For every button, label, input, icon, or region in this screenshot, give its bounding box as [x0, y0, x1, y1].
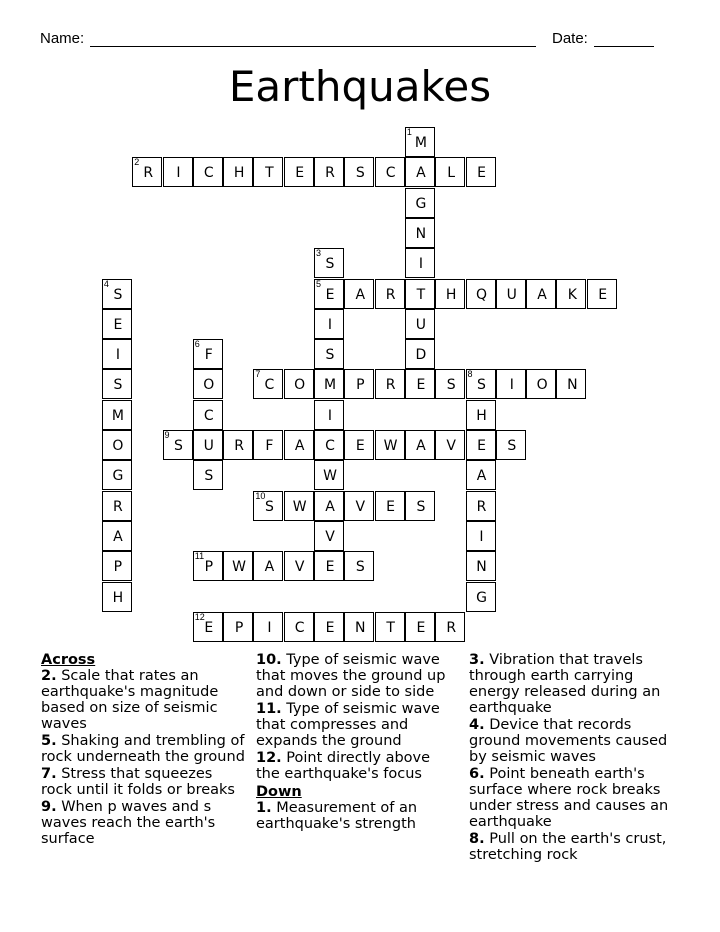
clue-down-6: 6. Point beneath earth's surface where rock breaks under stress and causes an earthquake: [469, 766, 669, 830]
crossword-cell[interactable]: [314, 279, 344, 309]
crossword-cell[interactable]: [344, 551, 374, 581]
clue-across-12: 12. Point directly above the earthquake's focus: [256, 750, 431, 782]
crossword-cell[interactable]: [102, 491, 132, 521]
cell-letter: N: [476, 559, 487, 576]
cell-letter: S: [113, 377, 123, 394]
clue-number: 12: [194, 611, 205, 622]
crossword-cell[interactable]: [253, 491, 283, 521]
cell-letter: K: [567, 286, 577, 303]
cell-letter: A: [325, 498, 335, 515]
crossword-cell[interactable]: [314, 248, 344, 278]
clue-across-10: 10. Type of seismic wave that moves the ground up and down or side to side: [256, 652, 446, 700]
clue-number: 9: [164, 430, 170, 440]
crossword-cell[interactable]: [102, 339, 132, 369]
crossword-cell[interactable]: [344, 491, 374, 521]
crossword-cell[interactable]: [102, 460, 132, 490]
cell-letter: P: [113, 559, 123, 576]
crossword-cell[interactable]: [375, 491, 405, 521]
crossword-cell[interactable]: [587, 279, 617, 309]
crossword-cell[interactable]: [405, 491, 435, 521]
cell-letter: A: [355, 286, 366, 303]
crossword-cell[interactable]: [344, 279, 374, 309]
clue-across-7: 7. Stress that squeezes rock until it folds or breaks: [41, 766, 235, 798]
crossword-cell[interactable]: [496, 430, 526, 460]
crossword-cell[interactable]: [314, 400, 344, 430]
cell-letter: P: [356, 377, 365, 394]
cell-letter: F: [265, 438, 274, 454]
down-heading: Down: [256, 784, 302, 800]
cell-letter: V: [294, 559, 305, 576]
cell-letter: H: [112, 589, 124, 606]
clue-number: 10: [255, 490, 266, 501]
crossword-cell[interactable]: [102, 430, 132, 460]
crossword-cell[interactable]: [193, 460, 223, 490]
cell-letter: I: [267, 619, 272, 636]
cell-letter: R: [325, 165, 335, 182]
cell-letter: Q: [475, 286, 488, 303]
crossword-cell[interactable]: [314, 551, 344, 581]
cell-letter: S: [325, 347, 335, 364]
crossword-cell[interactable]: [405, 309, 435, 339]
crossword-cell[interactable]: [193, 400, 223, 430]
crossword-cell[interactable]: [223, 612, 253, 642]
cell-letter: I: [327, 316, 333, 333]
clue-number: 5: [316, 278, 322, 289]
clue-across-2: 2. Scale that rates an earthquake's magnitude based on size of seismic waves: [41, 668, 219, 732]
crossword-cell[interactable]: [284, 369, 314, 399]
cell-letter: S: [355, 559, 365, 576]
crossword-cell[interactable]: [466, 551, 496, 581]
cell-letter: A: [416, 165, 426, 182]
cell-letter: O: [112, 438, 124, 454]
cell-letter: T: [416, 286, 426, 303]
cell-letter: N: [415, 225, 427, 242]
cell-letter: I: [327, 407, 333, 424]
crossword-cell[interactable]: [102, 369, 132, 399]
crossword-cell[interactable]: [344, 369, 374, 399]
cell-letter: C: [264, 377, 275, 394]
clue-number: 4: [103, 278, 109, 289]
cell-letter: S: [113, 286, 123, 303]
crossword-cell[interactable]: [466, 430, 496, 460]
crossword-cell[interactable]: [253, 157, 283, 187]
cell-letter: E: [386, 498, 396, 515]
cell-letter: U: [415, 316, 427, 333]
cell-letter: H: [476, 407, 487, 424]
cell-letter: E: [325, 619, 335, 636]
clue-across-9: 9. When p waves and s waves reach the earth's surface: [41, 799, 216, 847]
cell-letter: I: [479, 528, 484, 545]
crossword-cell[interactable]: [314, 309, 344, 339]
crossword-cell[interactable]: [405, 127, 435, 157]
crossword-cell[interactable]: [284, 430, 314, 460]
cell-letter: R: [113, 498, 123, 515]
cell-letter: E: [598, 286, 608, 303]
cell-letter: U: [203, 438, 214, 454]
cell-letter: H: [445, 286, 457, 303]
cell-letter: N: [355, 619, 366, 636]
clue-number: 11: [194, 551, 205, 562]
cell-letter: C: [294, 619, 305, 636]
crossword-cell[interactable]: [466, 460, 496, 490]
cell-letter: R: [385, 377, 396, 394]
clue-number: 7: [255, 369, 261, 380]
crossword-cell[interactable]: [193, 157, 223, 187]
cell-letter: M: [111, 407, 124, 424]
crossword-cell[interactable]: [193, 430, 223, 460]
crossword-cell[interactable]: [344, 430, 374, 460]
crossword-cell[interactable]: [314, 521, 344, 551]
crossword-cell[interactable]: [284, 157, 314, 187]
cell-letter: E: [416, 619, 426, 636]
crossword-cell[interactable]: [102, 279, 132, 309]
page-title: Earthquakes: [228, 62, 492, 111]
clue-down-4: 4. Device that records ground movements caused by seismic waves: [469, 717, 668, 765]
cell-letter: P: [204, 559, 214, 576]
crossword-cell[interactable]: [435, 157, 465, 187]
crossword-cell[interactable]: [405, 157, 435, 187]
cell-letter: A: [294, 438, 305, 454]
crossword-cell[interactable]: [253, 430, 283, 460]
clue-down-8: 8. Pull on the earth's crust, stretching rock: [469, 831, 667, 863]
crossword-cell[interactable]: [526, 279, 556, 309]
crossword-cell[interactable]: [526, 369, 556, 399]
cell-letter: E: [477, 165, 486, 182]
cell-letter: S: [204, 468, 214, 485]
cell-letter: D: [415, 347, 427, 364]
crossword-cell[interactable]: [435, 430, 465, 460]
crossword-cell[interactable]: [405, 218, 435, 248]
cell-letter: O: [203, 377, 215, 394]
crossword-cell[interactable]: [344, 157, 374, 187]
crossword-cell[interactable]: [375, 430, 405, 460]
crossword-cell[interactable]: [375, 612, 405, 642]
cell-letter: C: [203, 407, 214, 424]
crossword-cell[interactable]: [435, 279, 465, 309]
crossword-cell[interactable]: [132, 157, 162, 187]
crossword-cell[interactable]: [314, 339, 344, 369]
clues-column-2: [256, 652, 456, 833]
cell-letter: L: [447, 165, 456, 182]
cell-letter: I: [115, 347, 120, 364]
cell-letter: C: [325, 438, 335, 454]
clues-column-3: [469, 652, 681, 864]
crossword-cell[interactable]: [496, 369, 526, 399]
name-label: Name:: [40, 30, 85, 47]
cell-letter: U: [506, 286, 517, 303]
date-label: Date:: [552, 30, 588, 47]
cell-letter: V: [325, 528, 335, 545]
crossword-cell[interactable]: [466, 491, 496, 521]
crossword-cell[interactable]: [163, 157, 193, 187]
across-heading: Across: [41, 652, 96, 668]
cell-letter: W: [323, 468, 337, 485]
crossword-cell[interactable]: [466, 157, 496, 187]
cell-letter: G: [415, 195, 427, 212]
cell-letter: C: [385, 165, 396, 182]
cell-letter: A: [264, 559, 275, 576]
crossword-cell[interactable]: [435, 369, 465, 399]
crossword-cell[interactable]: [163, 430, 193, 460]
crossword-cell[interactable]: [314, 460, 344, 490]
cell-letter: I: [418, 256, 423, 273]
cell-letter: R: [446, 619, 457, 636]
cell-letter: R: [476, 498, 487, 515]
cell-letter: O: [536, 377, 548, 394]
crossword-cell[interactable]: [102, 582, 132, 612]
crossword-cell[interactable]: [556, 369, 586, 399]
cell-letter: E: [477, 438, 486, 454]
crossword-cell[interactable]: [193, 612, 223, 642]
cell-letter: S: [507, 438, 517, 454]
clue-across-5: 5. Shaking and trembling of rock underneath the ground: [41, 733, 245, 765]
cell-letter: S: [477, 377, 486, 394]
crossword-cell[interactable]: [496, 279, 526, 309]
crossword-cell[interactable]: [375, 369, 405, 399]
cell-letter: O: [294, 377, 306, 394]
crossword-cell[interactable]: [466, 369, 496, 399]
cell-letter: H: [233, 165, 245, 182]
cell-letter: A: [476, 468, 487, 485]
cell-letter: I: [509, 377, 514, 394]
crossword-cell[interactable]: [253, 369, 283, 399]
clue-number: 2: [134, 157, 140, 168]
cell-letter: A: [113, 528, 123, 545]
cell-letter: E: [355, 438, 365, 454]
crossword-cell[interactable]: [284, 612, 314, 642]
cell-letter: T: [386, 619, 395, 636]
cell-letter: E: [325, 286, 335, 303]
cell-letter: T: [265, 165, 274, 182]
crossword-cell[interactable]: [314, 430, 344, 460]
cell-letter: S: [264, 498, 274, 515]
clue-number: 1: [406, 127, 412, 137]
crossword-cell[interactable]: [223, 157, 253, 187]
crossword-cell[interactable]: [193, 339, 223, 369]
crossword-cell[interactable]: [193, 369, 223, 399]
crossword-cell[interactable]: [314, 157, 344, 187]
cell-letter: A: [537, 286, 547, 303]
crossword-cell[interactable]: [435, 612, 465, 642]
cell-letter: S: [446, 377, 456, 394]
cell-letter: V: [355, 498, 366, 515]
clue-across-11: 11. Type of seismic wave that compresses and expands the ground: [256, 701, 440, 749]
cell-letter: S: [174, 438, 183, 454]
cell-letter: W: [232, 559, 247, 576]
crossword-cell[interactable]: [102, 400, 132, 430]
crossword-cell[interactable]: [405, 369, 435, 399]
cell-letter: P: [234, 619, 244, 636]
crossword-cell[interactable]: [284, 491, 314, 521]
clues-column-1: [41, 650, 246, 848]
crossword-cell[interactable]: [375, 157, 405, 187]
crossword-cell[interactable]: [405, 612, 435, 642]
cell-letter: I: [176, 165, 181, 182]
crossword-cell[interactable]: [466, 279, 496, 309]
cell-letter: R: [143, 165, 154, 182]
crossword-cell[interactable]: [102, 551, 132, 581]
crossword-cell[interactable]: [405, 248, 435, 278]
cell-letter: S: [355, 165, 365, 182]
cell-letter: E: [416, 377, 426, 394]
cell-letter: S: [325, 256, 335, 273]
crossword-cell[interactable]: [405, 339, 435, 369]
cell-letter: G: [112, 468, 124, 485]
crossword-cell[interactable]: [193, 551, 223, 581]
crossword-cell[interactable]: [102, 309, 132, 339]
crossword-cell[interactable]: [405, 188, 435, 218]
clue-down-3: 3. Vibration that travels through earth carrying energy released during an earthquake: [469, 652, 661, 716]
cell-letter: R: [385, 286, 396, 303]
crossword-cell[interactable]: [102, 521, 132, 551]
crossword-cell[interactable]: [314, 491, 344, 521]
cell-letter: N: [567, 377, 578, 394]
cell-letter: M: [414, 135, 427, 151]
crossword-cell[interactable]: [253, 551, 283, 581]
cell-letter: E: [204, 619, 214, 636]
cell-letter: S: [416, 498, 426, 515]
crossword-cell[interactable]: [284, 551, 314, 581]
cell-letter: R: [234, 438, 244, 454]
crossword-cell[interactable]: [314, 369, 344, 399]
crossword-cell[interactable]: [466, 400, 496, 430]
crossword-cell[interactable]: [405, 430, 435, 460]
cell-letter: W: [383, 438, 398, 454]
cell-letter: E: [325, 559, 335, 576]
crossword-cell[interactable]: [556, 279, 586, 309]
cell-letter: E: [113, 316, 123, 333]
crossword-cell[interactable]: [223, 430, 253, 460]
crossword-cell[interactable]: [314, 612, 344, 642]
clue-number: 6: [194, 339, 200, 350]
crossword-cell[interactable]: [466, 521, 496, 551]
cell-letter: G: [476, 589, 487, 606]
crossword-cell[interactable]: [223, 551, 253, 581]
cell-letter: C: [203, 165, 214, 182]
crossword-cell[interactable]: [253, 612, 283, 642]
clue-number: 8: [467, 369, 473, 380]
crossword-cell[interactable]: [466, 582, 496, 612]
crossword-cell[interactable]: [405, 279, 435, 309]
cell-letter: A: [416, 438, 426, 454]
cell-letter: W: [292, 498, 307, 515]
clue-down-1: 1. Measurement of an earthquake's strength: [256, 800, 418, 832]
crossword-cell[interactable]: [375, 279, 405, 309]
crossword-cell[interactable]: [344, 612, 374, 642]
cell-letter: M: [323, 377, 337, 394]
cell-letter: V: [446, 438, 456, 454]
cell-letter: E: [295, 165, 305, 182]
cell-letter: F: [204, 347, 213, 364]
clue-number: 3: [316, 248, 322, 259]
